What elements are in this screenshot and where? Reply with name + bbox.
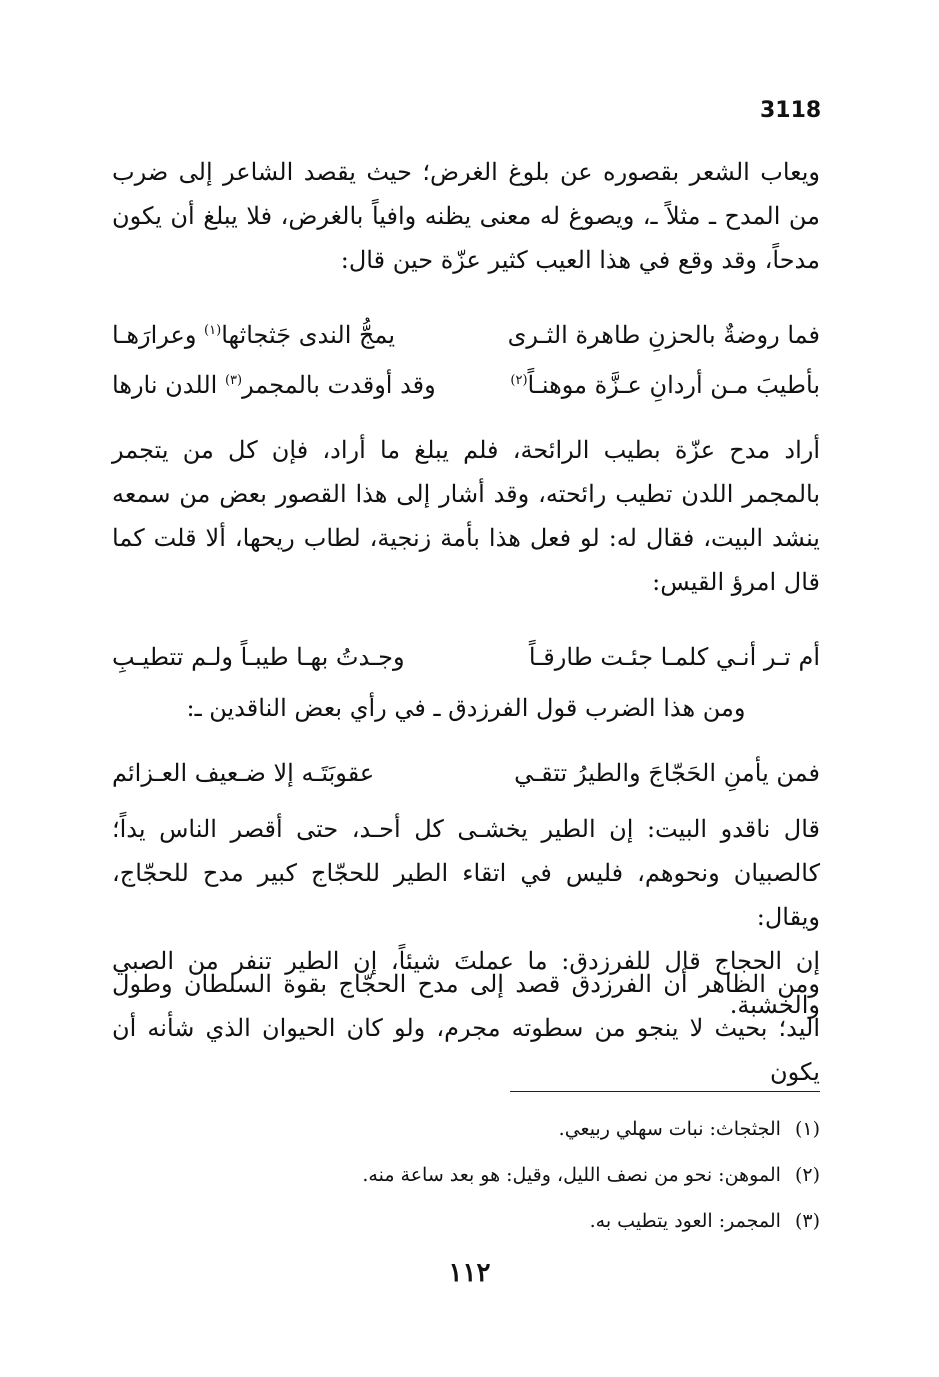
paragraph-4 — [112, 962, 820, 1094]
verse-text: بأطيبَ مـن أردانِ عـزَّة موهنـاً — [527, 371, 820, 399]
verse-block-2 — [112, 632, 820, 734]
verse-text: وعرارَهـا — [112, 321, 205, 349]
paragraph-2 — [112, 428, 820, 604]
page-number: ١١٢ — [448, 1258, 491, 1288]
footnote-number: (٢) — [794, 1164, 820, 1186]
footnote-number: (٣) — [794, 1210, 820, 1232]
verse-block-1 — [112, 310, 820, 410]
verse-line-2 — [112, 360, 820, 410]
footnote-ref: (٣) — [224, 373, 243, 388]
text-line: اليد؛ بحيث لا ينجو من سطوته مجرم، ولو كان الحيوان الذي شأنه أن يكون — [112, 1014, 820, 1086]
text-line: مدحاً، وقد وقع في هذا العيب كثير عزّة حين قال: — [340, 246, 820, 274]
footnote-ref: (٢) — [510, 373, 528, 388]
footnote-2 — [112, 1152, 820, 1198]
verse-hemistich-1: أم تـر أنـي كلمـا جئـت طارقـاً — [528, 643, 820, 671]
footnote-number: (١) — [794, 1118, 820, 1140]
verse-hemistich-2 — [112, 310, 395, 360]
verse-line-3 — [112, 632, 820, 682]
text-line: ويعاب الشعر بقصوره عن بلوغ الغرض؛ حيث يقصد الشاعر إلى ضرب — [112, 158, 820, 186]
footnote-text: المجمر: العود يتطيب به. — [589, 1210, 781, 1232]
verse-hemistich-1: فما روضةٌ بالحزنِ طاهرة الثـرى — [507, 321, 820, 349]
text-block-4 — [112, 962, 820, 1094]
verse-text: وقد أوقدت بالمجمر — [242, 371, 436, 399]
text-line: إن الحجاج قال للفرزدق: ما عملتَ شيئاً، إن الطير تنفر من الصبي والخشبة. — [112, 947, 820, 1019]
verse-hemistich-2 — [112, 360, 436, 410]
farazdaq-intro: ومن هذا الضرب قول الفرزدق ـ في رأي بعض الناقدين ـ: — [186, 694, 746, 722]
text-line: كالصبيان ونحوهم، فليس في اتقاء الطير للحجّاج كبير مدح للحجّاج، ويقال: — [112, 859, 820, 931]
footnotes — [112, 1106, 820, 1244]
footnote-text: الموهن: نحو من نصف الليل، وقيل: هو بعد ساعة منه. — [362, 1164, 781, 1186]
text-line: قال ناقدو البيت: إن الطير يخشـى كل أحـد، حتى أقصر الناس يداً؛ — [112, 815, 820, 843]
text-line: ينشد البيت، فقال له: لو فعل هذا بأمة زنجية، لطاب ريحها، ألا قلت كما — [112, 524, 820, 552]
page-id: 3118 — [760, 98, 822, 123]
verse-hemistich-2: وجـدتُ بهـا طيبـاً ولـم تتطيـبِ — [112, 643, 405, 671]
text-block-2 — [112, 428, 820, 604]
text-block-1 — [112, 150, 820, 282]
verse-hemistich-1 — [510, 360, 820, 410]
paragraph-1 — [112, 150, 820, 282]
verse-text: يمجُّ الندى جَثجاثها — [221, 321, 396, 349]
footnote-1 — [112, 1106, 820, 1152]
verse-line-4 — [112, 748, 820, 798]
text-line: من المدح ـ مثلاً ـ، ويصوغ له معنى يظنه وافياً بالغرض، فلا يبلغ أن يكون — [112, 202, 821, 230]
text-line: ومن الظاهر أن الفرزدق قصد إلى مدح الحجّاج بقوة السلطان وطول — [112, 970, 820, 998]
verse-hemistich-1: فمن يأمنِ الحَجّاجَ والطيرُ تتقـي — [514, 759, 820, 787]
footnote-3 — [112, 1198, 820, 1244]
footnote-text: الجثجاث: نبات سهلي ربيعي. — [558, 1118, 781, 1140]
verse-block-3 — [112, 748, 820, 798]
text-line: بالمجمر اللدن تطيب رائحته، وقد أشار إلى هذا القصور بعض من سمعه — [112, 480, 820, 508]
verse-text: اللدن نارها — [112, 371, 225, 399]
text-line: قال امرؤ القيس: — [652, 568, 820, 596]
footnote-ref: (١) — [204, 323, 222, 338]
footnote-divider — [510, 1091, 820, 1092]
text-line: أراد مدح عزّة بطيب الرائحة، فلم يبلغ ما أراد، فإن كل من يتجمر — [112, 436, 820, 464]
verse-hemistich-2: عقوبَتَـه إلا ضـعيف العـزائم — [112, 759, 375, 787]
verse-line-1 — [112, 310, 820, 360]
